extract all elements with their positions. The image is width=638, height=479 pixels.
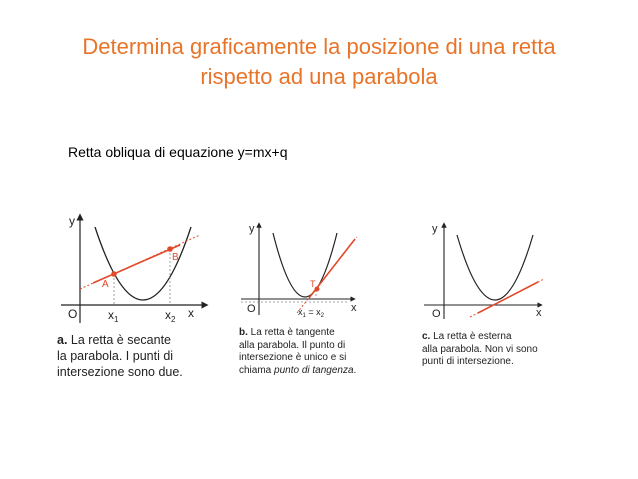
caption-line: intersezione è unico e si xyxy=(239,352,347,363)
secant-graph xyxy=(55,205,215,330)
caption-secant xyxy=(57,332,183,380)
parabola xyxy=(95,227,191,300)
caption-line: La retta è secante xyxy=(70,333,171,347)
origin-label: O xyxy=(247,303,256,315)
secant-line xyxy=(93,245,180,283)
point-t-label: T xyxy=(310,279,316,289)
point-b-label: B xyxy=(172,252,179,263)
x-axis-label: x xyxy=(351,302,357,314)
caption-line: la parabola. I punti di xyxy=(57,349,174,363)
caption-italic-term: punto di tangenza xyxy=(274,364,354,376)
point-a-label: A xyxy=(102,279,109,290)
caption-line: alla parabola. Non vi sono xyxy=(422,343,538,355)
origin-label: O xyxy=(68,307,78,321)
caption-line: alla parabola. Il punto di xyxy=(239,339,346,351)
x1-label: $x_1$ xyxy=(108,308,119,324)
caption-letter: c. xyxy=(422,331,431,342)
caption-text: . xyxy=(353,364,357,376)
parabola xyxy=(273,233,337,297)
y-axis-label: y xyxy=(249,223,255,235)
panel-secant xyxy=(55,205,215,330)
tangent-graph xyxy=(237,215,372,320)
external-graph xyxy=(420,215,555,325)
y-axis-label: y xyxy=(432,223,438,235)
x-axis-label: x xyxy=(188,306,194,320)
caption-line: La retta è tangente xyxy=(250,327,335,338)
panel-external xyxy=(420,215,555,325)
caption-line: punti di intersezione. xyxy=(422,356,514,367)
origin-label: O xyxy=(432,308,441,320)
panel-tangent xyxy=(237,215,372,320)
title-line-2: rispetto ad una parabola xyxy=(200,64,438,89)
x-axis-label: x xyxy=(536,307,542,319)
caption-line: La retta è esterna xyxy=(433,331,512,342)
slide-title xyxy=(0,32,638,92)
caption-line: intersezione sono due. xyxy=(57,365,183,379)
title-line-1: Determina graficamente la posizione di una retta xyxy=(82,34,556,59)
caption-text: chiama xyxy=(239,364,275,376)
caption-letter: a. xyxy=(57,333,68,347)
x1-eq-x2-label: $x_1 = x_2$ xyxy=(298,307,324,319)
y-axis-label: y xyxy=(69,214,75,228)
caption-tangent xyxy=(239,327,356,377)
point-b xyxy=(167,246,173,252)
point-a xyxy=(111,271,117,277)
caption-letter: b. xyxy=(239,327,248,338)
subtitle: Retta obliqua di equazione y=mx+q xyxy=(68,144,288,160)
x2-label: $x_2$ xyxy=(165,308,176,324)
caption-external xyxy=(422,331,538,369)
